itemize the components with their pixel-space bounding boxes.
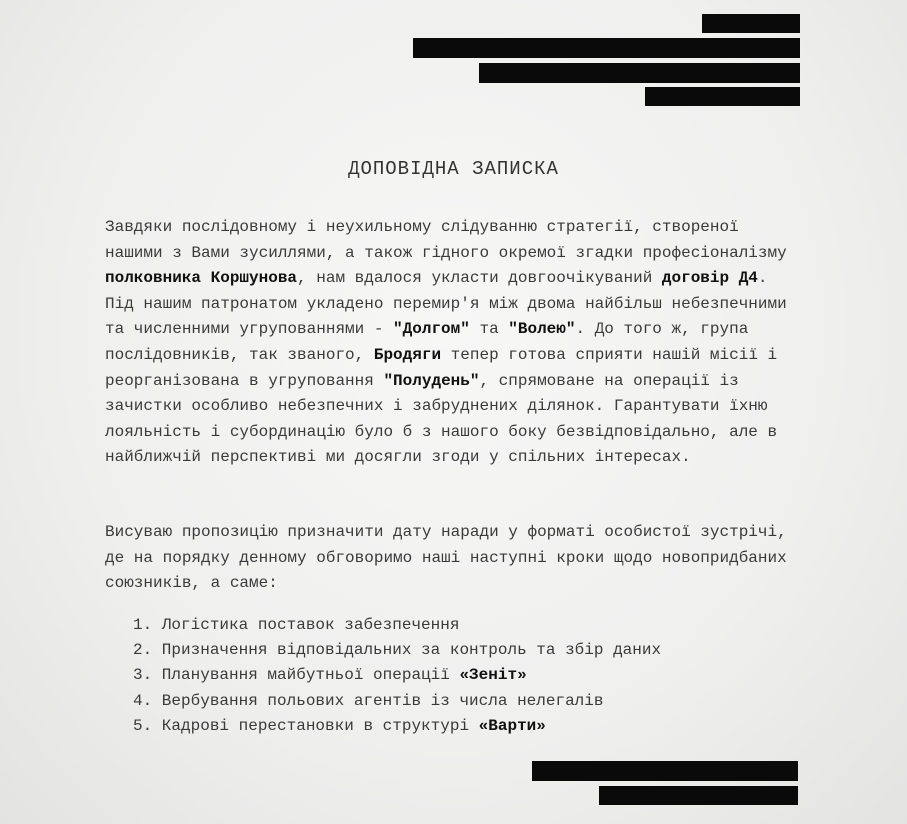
agenda-list [133,613,661,739]
text-line [105,520,895,546]
text-run: 5. Кадрові перестановки в структурі [133,716,479,735]
text-run: 2. Призначення відповідальних за контроль та збір даних [133,641,662,660]
emphasis-text: "Полудень" [383,371,480,390]
text-run: 1. Логістика поставок забезпечення [133,616,460,634]
text-run: зачистки особливо небезпечних і забруднених ділянок. Гарантувати їхню [105,397,768,416]
text-run: реорганізована в угруповання [105,371,384,390]
text-run: нашими з Вами зусиллями, а також гідного окремої згадки професіоналізму [105,243,787,262]
list-item [133,689,661,714]
redaction-bar-header-1 [702,14,800,33]
text-run: 4. Вербування польових агентів із числа нелегалів [133,691,604,710]
text-run: Завдяки послідовному і неухильному слідуванню стратегії, створеної [105,218,739,236]
redaction-bar-header-2 [413,38,800,58]
text-run: тепер готова сприяти нашій місії і [441,345,778,364]
memo-paragraph-2 [105,520,895,597]
text-line [105,571,895,597]
memo-title: ДОПОВІДНА ЗАПИСКА [348,158,559,180]
text-line [105,266,895,292]
text-run: Під нашим патронатом укладено перемир'я між двома найбільш небезпечними [105,294,787,313]
text-run: найближчій перспективі ми досягли згоди у спільних інтересах. [105,448,691,467]
text-line [105,317,895,343]
text-run: та численними угрупованнями - [105,320,394,339]
text-line [105,215,895,241]
text-run: , спрямоване на операції із [479,371,739,390]
text-line [105,343,895,369]
text-run: . До того ж, група [575,320,749,339]
text-line [105,394,895,420]
text-run: , нам вдалося укласти довгоочікуваний [297,269,662,288]
memo-paragraph-1 [105,215,895,471]
text-run: та [469,320,509,339]
list-item [133,613,661,638]
list-item [133,638,661,663]
emphasis-text: Бродяги [373,345,442,364]
text-run: послідовників, так званого, [105,345,374,364]
text-run: де на порядку денному обговоримо наші наступні кроки щодо новопридбаних [105,548,787,567]
list-item [133,714,661,739]
text-run: Висуваю пропозицію призначити дату наради у форматі особистої зустрічі, [105,523,787,541]
list-item [133,663,661,688]
text-line [105,241,895,267]
text-run: . [757,269,768,288]
text-run: союзників, а саме: [105,574,278,593]
emphasis-text: «Варти» [478,716,546,735]
text-line [105,420,895,446]
text-run: 3. Планування майбутньої операції [133,666,460,685]
emphasis-text: "Долгом" [393,320,470,339]
emphasis-text: полковника Коршунова [105,269,298,288]
emphasis-text: договір Д4 [661,269,758,288]
redaction-bar-header-3 [479,63,800,83]
emphasis-text: «Зеніт» [459,666,527,685]
emphasis-text: "Волею" [508,320,576,339]
redaction-bar-signature-2 [599,786,798,805]
text-line [105,546,895,572]
redaction-bar-header-4 [645,87,800,106]
text-line [105,445,895,471]
text-run: лояльність і субординацію було б з нашого боку безвідповідально, але в [105,422,778,441]
text-line [105,369,895,395]
text-line [105,292,895,318]
redaction-bar-signature-1 [532,761,798,781]
